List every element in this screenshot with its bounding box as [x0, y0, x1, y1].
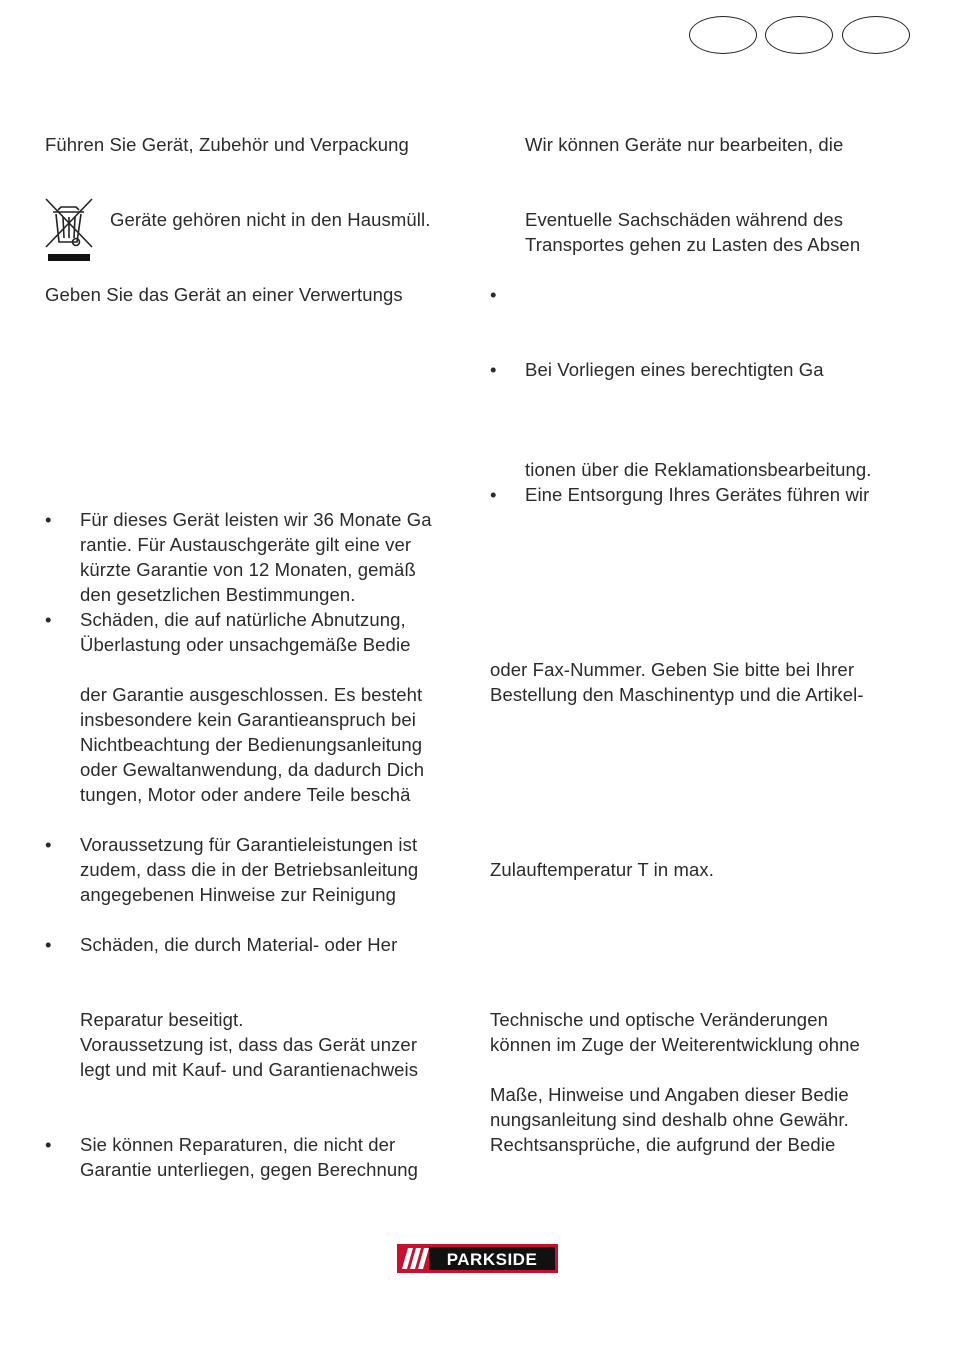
list-item-line: Schäden, die durch Material- oder Her [80, 934, 398, 955]
left-paragraph-1: Führen Sie Gerät, Zubehör und Verpackung [45, 134, 409, 155]
right-paragraph-1: Wir können Geräte nur bearbeiten, die [525, 134, 844, 155]
right-paragraph-2: Eventuelle Sachschäden während des [525, 209, 844, 230]
list-item-line: Überlastung oder unsachgemäße Bedie [80, 634, 411, 655]
list-item-line: Garantie unterliegen, gegen Berechnung [80, 1159, 419, 1180]
bullet: • [45, 934, 52, 955]
list-item-line: kürzte Garantie von 12 Monaten, gemäß [80, 559, 416, 580]
list-item-line: Reparatur beseitigt. [80, 1009, 244, 1030]
bullet: • [490, 284, 497, 305]
right-paragraph-5: Rechtsansprüche, die aufgrund der Bedie [490, 1134, 836, 1155]
list-item-line: Sie können Reparaturen, die nicht der [80, 1134, 396, 1155]
list-item-line: den gesetzlichen Bestimmungen. [80, 584, 356, 605]
list-item-line: Nichtbeachtung der Bedienungsanleitung [80, 734, 423, 755]
right-paragraph-5: nungsanleitung sind deshalb ohne Gewähr. [490, 1109, 849, 1130]
list-item-line: Voraussetzung für Garantieleistungen ist [80, 834, 418, 855]
left-paragraph-2: Geräte gehören nicht in den Hausmüll. [110, 209, 431, 230]
bullet: • [45, 1134, 52, 1155]
bullet: • [45, 609, 52, 630]
list-item-line: angegebenen Hinweise zur Reinigung [80, 884, 397, 905]
list-item-line: rantie. Für Austauschgeräte gilt eine ver [80, 534, 412, 555]
list-item-line: insbesondere kein Garantieanspruch bei [80, 709, 416, 730]
list-item-line: Schäden, die auf natürliche Abnutzung, [80, 609, 406, 630]
list-item-line: Bei Vorliegen eines berechtigten Ga [525, 359, 824, 380]
list-item-line: tionen über die Reklamationsbearbeitung. [525, 459, 872, 480]
bullet: • [490, 484, 497, 505]
list-item-line: Eine Entsorgung Ihres Gerätes führen wir [525, 484, 870, 505]
list-item-line: Voraussetzung ist, dass das Gerät unzer [80, 1034, 418, 1055]
language-oval-2 [765, 16, 833, 54]
bullet: • [490, 359, 497, 380]
spec-label: Zulauftemperatur T in max. [490, 859, 715, 880]
list-item-line: tungen, Motor oder andere Teile beschä [80, 784, 411, 805]
right-paragraph-4: können im Zuge der Weiterentwicklung ohne [490, 1034, 860, 1055]
right-paragraph-3: oder Fax-Nummer. Geben Sie bitte bei Ihrer [490, 659, 855, 680]
language-oval-3 [842, 16, 910, 54]
language-oval-1 [689, 16, 757, 54]
left-paragraph-3: Geben Sie das Gerät an einer Verwertungs [45, 284, 403, 305]
bullet: • [45, 509, 52, 530]
svg-text:PARKSIDE: PARKSIDE [446, 1250, 538, 1269]
parkside-logo [397, 1244, 558, 1273]
list-item-line: Für dieses Gerät leisten wir 36 Monate Ga [80, 509, 432, 530]
crossed-bin-icon [44, 197, 94, 263]
right-paragraph-4: Technische und optische Veränderungen [490, 1009, 828, 1030]
right-paragraph-3: Bestellung den Maschinentyp und die Artikel- [490, 684, 864, 705]
right-paragraph-2: Transportes gehen zu Lasten des Absen [525, 234, 861, 255]
bullet: • [45, 834, 52, 855]
list-item-line: der Garantie ausgeschlossen. Es besteht [80, 684, 423, 705]
right-paragraph-5: Maße, Hinweise und Angaben dieser Bedie [490, 1084, 849, 1105]
list-item-line: legt und mit Kauf- und Garantienachweis [80, 1059, 419, 1080]
list-item-line: zudem, dass die in der Betriebsanleitung [80, 859, 419, 880]
list-item-line: oder Gewaltanwendung, da dadurch Dich [80, 759, 425, 780]
